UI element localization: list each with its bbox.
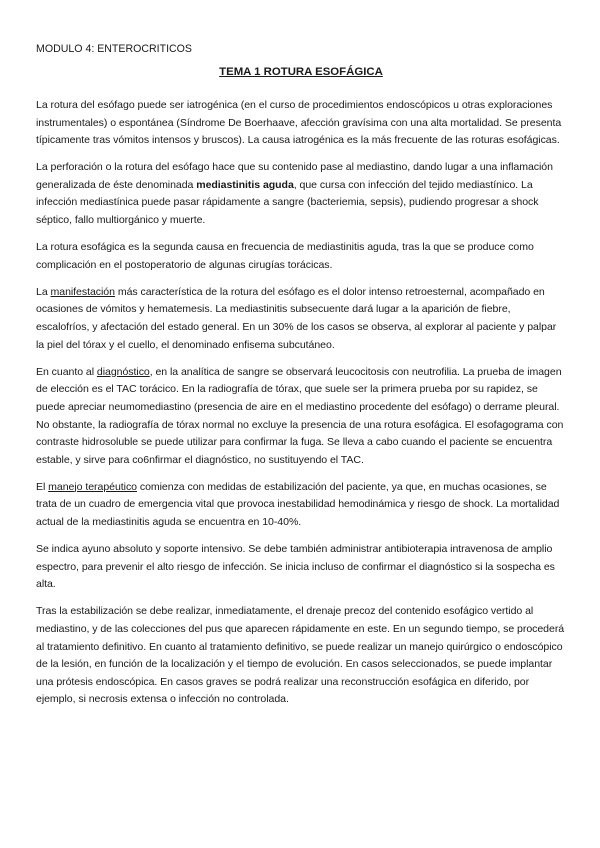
paragraph-intro: La rotura del esófago puede ser iatrogénica (en el curso de procedimientos endoscópicos u otras exploraciones instrumentales) o espontánea (Síndrome De Boerhaave, afección gravísima con una alta mortalidad. Se presenta típicamente tras vómitos intensos y bruscos). La causa iatrogénica es la más frecuente de las roturas esofágicas. (36, 99, 562, 147)
paragraph-text: , que cursa con infección del tejido mediastínico. La infección mediastínica puede pasar rápidamente a sangre (bacteriemia, sepsis), pudiendo progresar a shock séptico, fallo multiorgánico y muerte. (36, 178, 539, 227)
underlined-term-manejo: manejo terapéutico (48, 480, 137, 493)
paragraph-text: El (36, 480, 49, 493)
paragraph-support: Se indica ayuno absoluto y soporte intensivo. Se debe también administrar antibioterapia intravenosa de amplio espectro, para prevenir el alto riesgo de infección. Se inicia incluso de confirmar el diagnóstico si la sospecha es alta. (36, 543, 555, 591)
paragraph-treatment: Tras la estabilización se debe realizar, inmediatamente, el drenaje precoz del contenido esofágico vertido al mediastino, y de las colecciones del pus que aparecen rápidamente en este. En un segundo tiempo, se procederá al tratamiento definitivo. En cuanto al tratamiento definitivo, se puede realizar un manejo quirúrgico o endoscópico de la lesión, en función de la localización y el tiempo de evolución. En casos seleccionados, se puede implantar una prótesis endoscópica. En casos graves se podrá realizar una reconstrucción esofágica en diferido, por ejemplo, si necrosis extensa o infección no controlada. (36, 605, 565, 706)
bold-term-mediastinitis: mediastinitis aguda (196, 178, 294, 191)
paragraph-text: La (36, 285, 51, 298)
module-heading: MODULO 4: ENTEROCRITICOS (36, 43, 192, 55)
paragraph-frequency: La rotura esofágica es la segunda causa en frecuencia de mediastinitis aguda, tras la que se produce como complicación en el postoperatorio de algunas cirugías torácicas. (36, 241, 534, 271)
paragraph-management (36, 479, 566, 532)
paragraph-perforation (36, 159, 566, 229)
underlined-term-manifestacion: manifestación (50, 285, 115, 298)
paragraph-manifestation (36, 284, 566, 354)
paragraph-text: comienza con medidas de estabilización del paciente, ya que, en muchas ocasiones, se trata de un cuadro de emergencia vital que provoca inestabilidad hemodinámica y riesgo de shock. La mortalidad actual de la mediastinitis aguda se encuentra en 10-40%. (36, 480, 560, 528)
paragraph-text: , en la analítica de sangre se observará leucocitosis con neutrofilia. La prueba de imagen de elección es el TAC torácico. En la radiografía de tórax, que suele ser la primera prueba por su rapidez, se puede apreciar neumomediastino (presencia de aire en el mediastino procedente del esófago) o derrame pleural. No obstante, la radiografía de tórax normal no excluye la presencia de una rotura esofágica. El esofagograma con contraste hidrosoluble se puede utilizar para confirmar la fuga. Se lleva a cabo cuando el paciente se encuentra estable, y sirve para co6nfirmar el diagnóstico, no sustituyendo el TAC. (36, 365, 564, 466)
page-title: TEMA 1 ROTURA ESOFÁGICA (219, 66, 383, 78)
paragraph-text: En cuanto al (36, 365, 97, 378)
underlined-term-diagnostico: diagnóstico (96, 365, 150, 378)
paragraph-diagnosis (36, 364, 566, 470)
paragraph-text: más característica de la rotura del esófago es el dolor intenso retroesternal, acompañado en ocasiones de vómitos y hematemesis. La mediastinitis subsecuente dará lugar a la aparición de fiebre, escalofríos, y afectación del estado general. En un 30% de los casos se observa, al explorar al paciente y palpar la piel del tórax y el cuello, el denominado enfisema subcutáneo. (36, 285, 557, 351)
document-page (36, 42, 566, 718)
paragraph-text: La perforación o la rotura del esófago hace que su contenido pase al mediastino, dando lugar a una inflamación generalizada de éste denominada (36, 161, 553, 191)
